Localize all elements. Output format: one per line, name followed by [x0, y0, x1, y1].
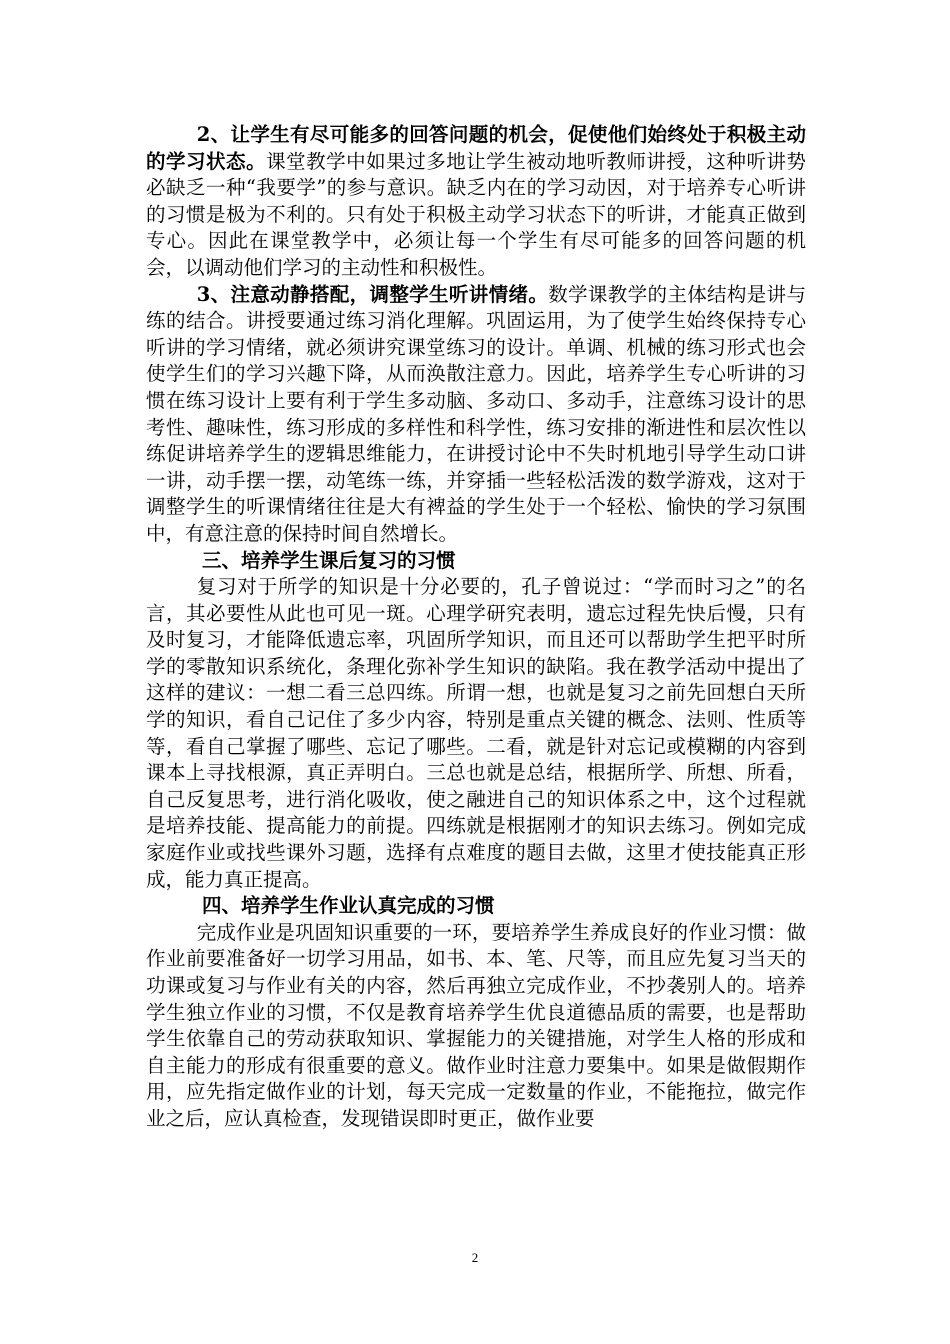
paragraph-participation	[146, 122, 806, 282]
paragraph-homework: 完成作业是巩固知识重要的一环，要培养学生养成良好的作业习惯：做作业前要准备好一切学习用品，如书、本、笔、尺等，而且应先复习当天的功课或复习与作业有关的内容，然后再独立完成作业，不抄袭别人的。培养学生独立作业的习惯，不仅是教育培养学生优良道德品质的需要，也是帮助学生依靠自己的劳动获取知识、掌握能力的关键措施，对学生人格的形成和自主能力的形成有很重要的意义。做作业时注意力要集中。如果是做假期作用，应先指定做作业的计划，每天完成一定数量的作业，不能拖拉，做完作业之后，应认真检查，发现错误即时更正，做作业要	[146, 920, 806, 1130]
paragraph-review: 复习对于所学的知识是十分必要的，孔子曾说过：“学而时习之”的名言，其必要性从此也可见一斑。心理学研究表明，遗忘过程先快后慢，只有及时复习，才能降低遗忘率，巩固所学知识，而且还可以帮助学生把平时所学的零散知识系统化，条理化弥补学生知识的缺陷。我在教学活动中提出了这样的建议：一想二看三总四练。所谓一想，也就是复习之前先回想白天所学的知识，看自己记住了多少内容，特别是重点关键的概念、法则、性质等等，看自己掌握了哪些、忘记了哪些。二看，就是针对忘记或模糊的内容到课本上寻找根源，真正弄明白。三总也就是总结，根据所学、所想、所看，自己反复思考，进行消化吸收，使之融进自己的知识体系之中，这个过程就是培养技能、提高能力的前提。四练就是根据刚才的知识去练习。例如完成家庭作业或找些课外习题，选择有点难度的题目去做，这里才使技能真正形成，能力真正提高。	[146, 575, 806, 891]
section-heading-review: 三、培养学生课后复习的习惯	[202, 548, 456, 572]
document-body	[146, 122, 806, 1133]
paragraph-lead: 3、注意动静搭配，调整学生听讲情绪。	[196, 282, 549, 306]
paragraph-text: 课堂教学中如果过多地让学生被动地听教师讲授，这种听讲势必缺乏一种“我要学”的参与意识。缺乏内在的学习动因，对于培养专心听讲的习惯是极为不利的。只有处于积极主动学习状态下的听讲，才能真正做到专心。因此在课堂教学中，必须让每一个学生有尽可能多的回答问题的机会，以调动他们学习的主动性和积极性。	[146, 149, 806, 279]
paragraph-text: 数学课教学的主体结构是讲与练的结合。讲授要通过练习消化理解。巩固运用，为了使学生始终保持专心听讲的学习情绪，就必须讲究课堂练习的设计。单调、机械的练习形式也会使学生们的学习兴趣下降，从而涣散注意力。因此，培养学生专心听讲的习惯在练习设计上要有利于学生多动脑、多动口、多动手，注意练习设计的思考性、趣味性，练习形成的多样性和科学性，练习安排的渐进性和层次性以练促讲培养学生的逻辑思维能力，在讲授讨论中不失时机地引导学生动口讲一讲，动手摆一摆，动笔练一练，并穿插一些轻松活泼的数学游戏，这对于调整学生的听课情绪往往是大有裨益的学生处于一个轻松、愉快的学习氛围中，有意注意的保持时间自然增长。	[146, 282, 806, 545]
page-number: 2	[471, 1250, 479, 1265]
paragraph-lead: 2、让学生有尽可能多的回答问题的机会，促使他们始终处于积极主动的学习状态。	[146, 123, 806, 173]
paragraph-dynamic-static	[146, 282, 806, 548]
section-heading-homework: 四、培养学生作业认真完成的习惯	[202, 894, 495, 918]
